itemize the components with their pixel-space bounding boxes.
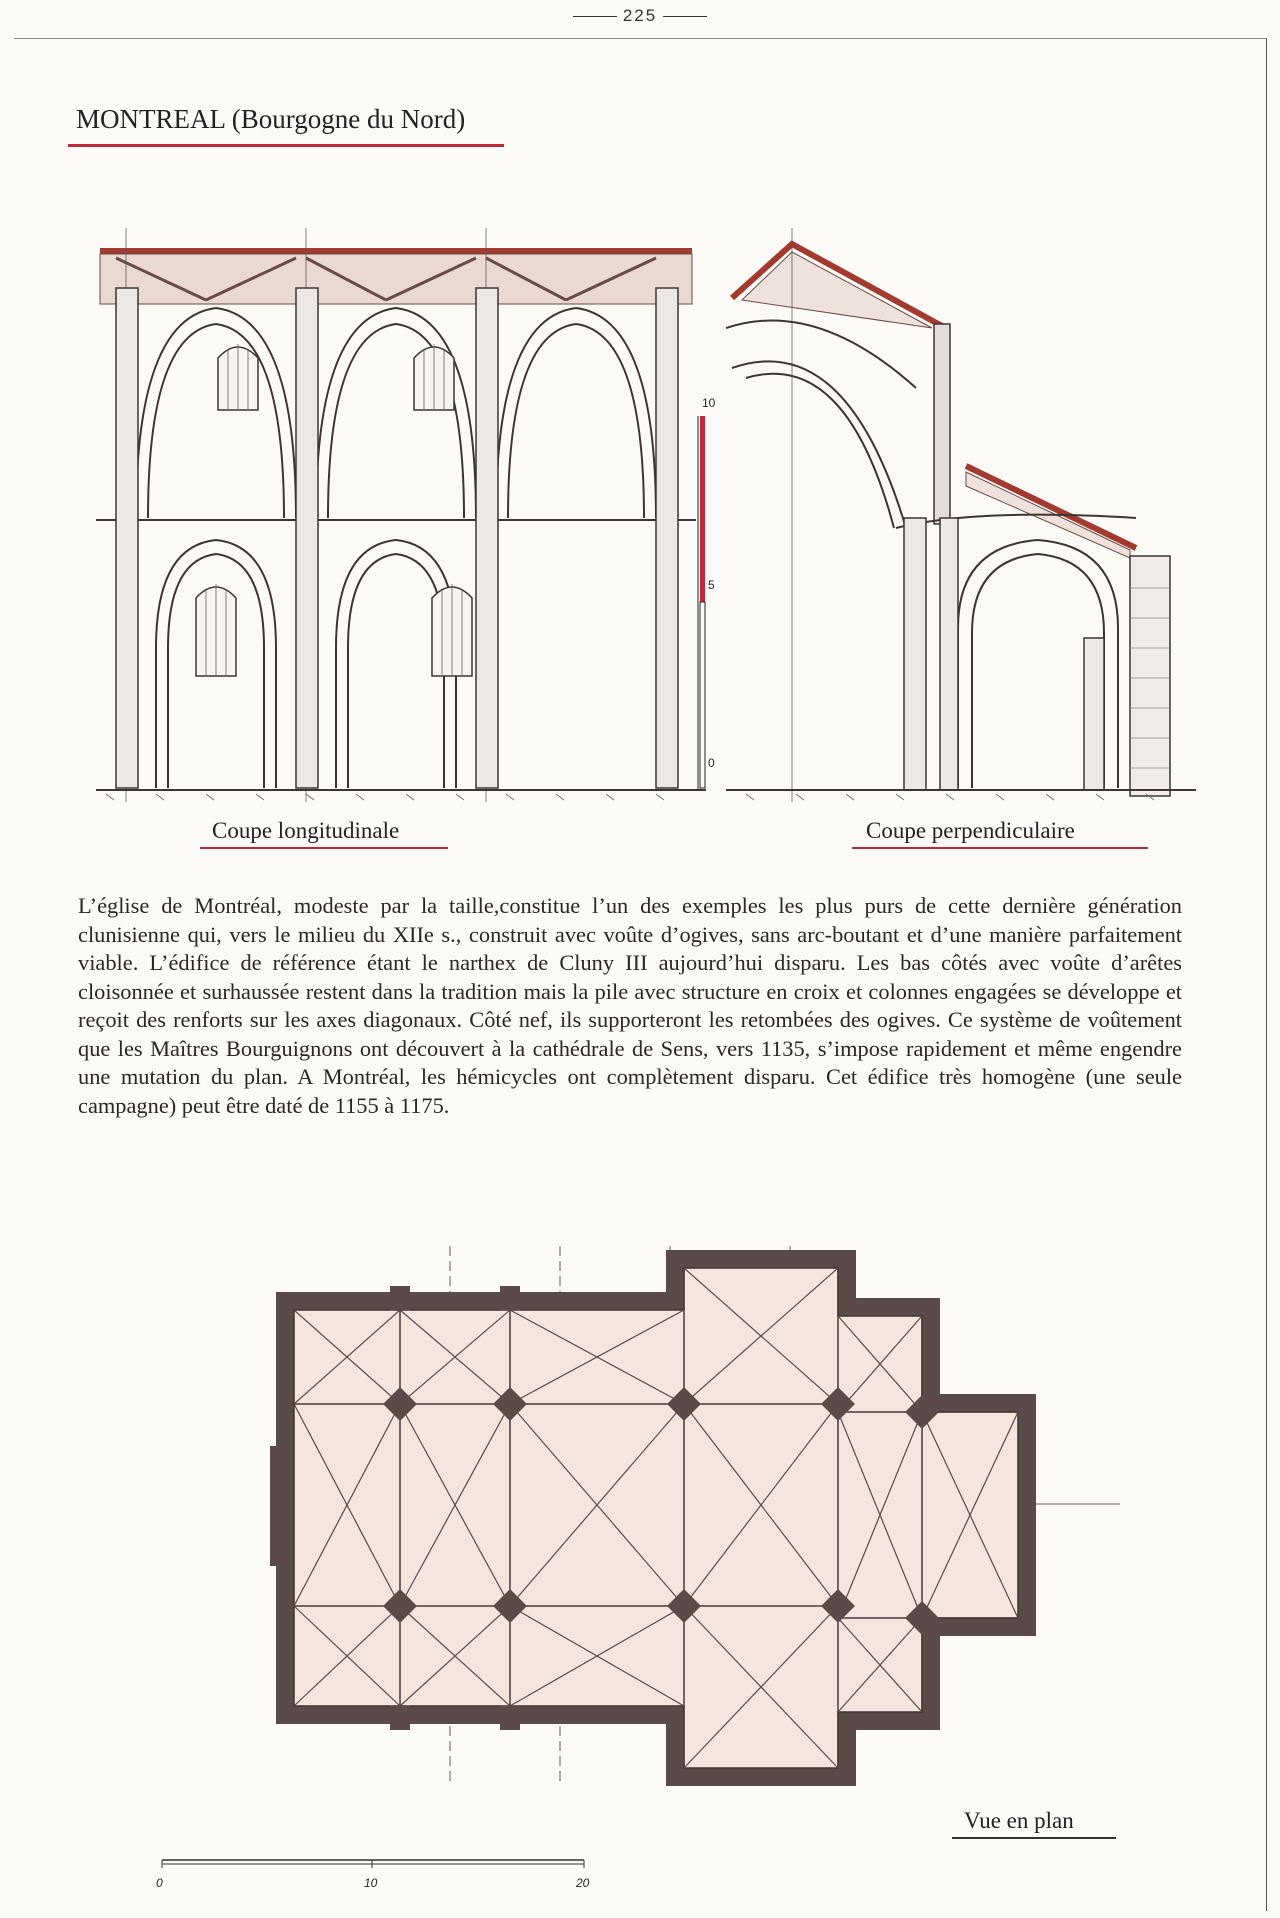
page-number-rule-left [573,16,617,17]
plan-scale-label-10: 10 [364,1876,378,1890]
height-scale-label-10: 10 [702,396,716,410]
plan-scale-label-0: 0 [156,1876,163,1890]
plan-scale-label-20: 20 [576,1876,590,1890]
longitudinal-section-drawing [96,228,716,802]
page-title: MONTREAL (Bourgogne du Nord) [76,104,466,134]
body-text [78,892,1182,1120]
body-paragraph: L’église de Montréal, modeste par la taille,constitue l’un des exemples les plus purs de cette dernière génération clunisienne qui, vers le milieu du XIIe s., construit avec voûte d’ogives, sans arc-boutant et d’une manière parfaitement viable. L’édifice de référence étant le narthex de Cluny III aujourd’hui disparu. Les bas côtés avec voûte d’arêtes cloisonnée et surhaussée restent dans la tradition mais la pile avec structure en croix et colonnes engagées se développe et reçoit des renforts sur les axes diagonaux. Côté nef, ils supporteront les retombées des ogives. Ce système de voûtement que les Maîtres Bourguignons ont découvert à la cathédrale de Sens, vers 1135, s’impose rapidement et même engendre une mutation du plan. A Montréal, les hémicycles ont complètement disparu. Cet édifice très homogène (une seule campagne) peut être daté de 1155 à 1175. [78,893,1182,1118]
page-number-rule-right [663,16,707,17]
plan-scale-bar [160,1858,590,1874]
caption-longitudinal-underline [200,847,448,849]
title-underline [68,144,504,147]
height-scale-label-0: 0 [708,756,715,770]
perpendicular-section-drawing [726,228,1196,802]
caption-perpendicular: Coupe perpendiculaire [866,818,1075,843]
caption-plan: Vue en plan [964,1808,1074,1833]
height-scale-label-5: 5 [708,578,715,592]
page-number [0,6,1280,26]
caption-plan-underline [952,1837,1116,1839]
page-number-text: 225 [622,6,658,25]
floor-plan-drawing [270,1246,1130,1796]
caption-longitudinal: Coupe longitudinale [212,818,400,843]
caption-perpendicular-underline [852,847,1148,849]
